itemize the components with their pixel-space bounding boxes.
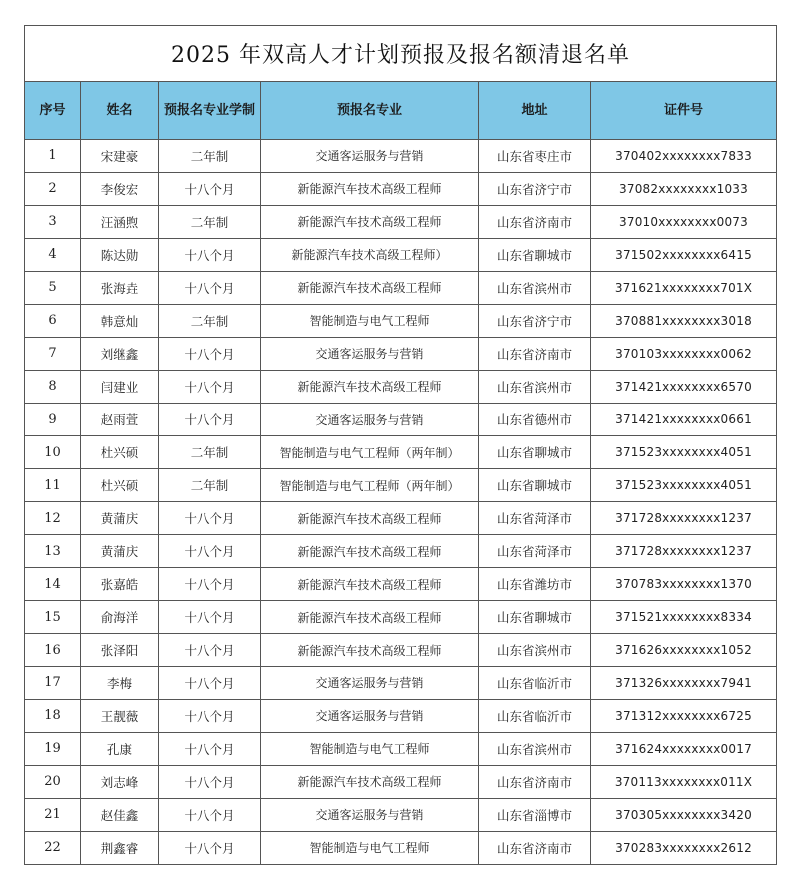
cell-major: 交通客运服务与营销 [261, 798, 479, 831]
cell-major: 新能源汽车技术高级工程师 [261, 568, 479, 601]
table-row [25, 634, 777, 667]
table-row [25, 436, 777, 469]
cell-address: 山东省聊城市 [479, 469, 591, 502]
cell-major: 智能制造与电气工程师 [261, 732, 479, 765]
cell-id: 370283xxxxxxxx2612 [591, 831, 777, 864]
cell-address: 山东省德州市 [479, 403, 591, 436]
cell-id: 370402xxxxxxxx7833 [591, 140, 777, 173]
cell-address: 山东省临沂市 [479, 699, 591, 732]
cell-address: 山东省菏泽市 [479, 502, 591, 535]
cell-address: 山东省滨州市 [479, 634, 591, 667]
cell-system: 十八个月 [159, 798, 261, 831]
cell-address: 山东省淄博市 [479, 798, 591, 831]
cell-id: 370783xxxxxxxx1370 [591, 568, 777, 601]
cell-id: 371421xxxxxxxx6570 [591, 370, 777, 403]
cell-system: 十八个月 [159, 172, 261, 205]
cell-major: 交通客运服务与营销 [261, 699, 479, 732]
cell-system: 十八个月 [159, 238, 261, 271]
header-address: 地址 [479, 82, 591, 140]
table-row [25, 765, 777, 798]
cell-no: 14 [25, 568, 81, 601]
cell-system: 十八个月 [159, 667, 261, 700]
cell-address: 山东省潍坊市 [479, 568, 591, 601]
cell-no: 10 [25, 436, 81, 469]
header-name: 姓名 [81, 82, 159, 140]
cell-name: 李梅 [81, 667, 159, 700]
table-row [25, 831, 777, 864]
cell-system: 二年制 [159, 205, 261, 238]
table-row [25, 370, 777, 403]
cell-name: 张泽阳 [81, 634, 159, 667]
cell-id: 37010xxxxxxxx0073 [591, 205, 777, 238]
cell-major: 新能源汽车技术高级工程师 [261, 172, 479, 205]
cell-address: 山东省济南市 [479, 337, 591, 370]
cell-name: 黄蒲庆 [81, 502, 159, 535]
cell-address: 山东省济南市 [479, 205, 591, 238]
cell-no: 16 [25, 634, 81, 667]
cell-id: 371502xxxxxxxx6415 [591, 238, 777, 271]
cell-no: 17 [25, 667, 81, 700]
cell-name: 俞海洋 [81, 601, 159, 634]
cell-id: 371626xxxxxxxx1052 [591, 634, 777, 667]
cell-address: 山东省济南市 [479, 765, 591, 798]
cell-no: 12 [25, 502, 81, 535]
cell-name: 陈达勋 [81, 238, 159, 271]
cell-system: 二年制 [159, 140, 261, 173]
cell-id: 371521xxxxxxxx8334 [591, 601, 777, 634]
cell-no: 20 [25, 765, 81, 798]
cell-name: 张嘉皓 [81, 568, 159, 601]
cell-major: 新能源汽车技术高级工程师 [261, 535, 479, 568]
cell-system: 二年制 [159, 304, 261, 337]
cell-name: 刘继鑫 [81, 337, 159, 370]
table-row [25, 337, 777, 370]
header-major: 预报名专业 [261, 82, 479, 140]
table-header-row [25, 82, 777, 140]
cell-major: 智能制造与电气工程师 [261, 831, 479, 864]
cell-name: 刘志峰 [81, 765, 159, 798]
cell-address: 山东省菏泽市 [479, 535, 591, 568]
cell-no: 6 [25, 304, 81, 337]
cell-address: 山东省临沂市 [479, 667, 591, 700]
cell-address: 山东省济宁市 [479, 304, 591, 337]
cell-system: 十八个月 [159, 831, 261, 864]
cell-major: 交通客运服务与营销 [261, 667, 479, 700]
cell-major: 智能制造与电气工程师（两年制） [261, 469, 479, 502]
cell-name: 荆鑫睿 [81, 831, 159, 864]
cell-system: 十八个月 [159, 732, 261, 765]
cell-no: 18 [25, 699, 81, 732]
cell-id: 370881xxxxxxxx3018 [591, 304, 777, 337]
table-row [25, 699, 777, 732]
cell-major: 新能源汽车技术高级工程师 [261, 271, 479, 304]
cell-system: 十八个月 [159, 568, 261, 601]
cell-name: 闫建业 [81, 370, 159, 403]
table-body [25, 140, 777, 865]
cell-address: 山东省滨州市 [479, 732, 591, 765]
cell-system: 十八个月 [159, 403, 261, 436]
cell-id: 37082xxxxxxxx1033 [591, 172, 777, 205]
cell-system: 十八个月 [159, 370, 261, 403]
cell-no: 7 [25, 337, 81, 370]
cell-no: 21 [25, 798, 81, 831]
cell-major: 智能制造与电气工程师（两年制） [261, 436, 479, 469]
cell-address: 山东省滨州市 [479, 271, 591, 304]
cell-major: 交通客运服务与营销 [261, 140, 479, 173]
cell-id: 371621xxxxxxxx701X [591, 271, 777, 304]
cell-id: 371728xxxxxxxx1237 [591, 502, 777, 535]
cell-id: 371728xxxxxxxx1237 [591, 535, 777, 568]
cell-address: 山东省济南市 [479, 831, 591, 864]
cell-major: 新能源汽车技术高级工程师） [261, 238, 479, 271]
cell-system: 二年制 [159, 469, 261, 502]
cell-no: 15 [25, 601, 81, 634]
table-row [25, 798, 777, 831]
cell-no: 2 [25, 172, 81, 205]
cell-name: 韩意灿 [81, 304, 159, 337]
cell-name: 赵佳鑫 [81, 798, 159, 831]
cell-name: 赵雨萱 [81, 403, 159, 436]
table-row [25, 535, 777, 568]
cell-name: 李俊宏 [81, 172, 159, 205]
cell-system: 十八个月 [159, 337, 261, 370]
cell-major: 新能源汽车技术高级工程师 [261, 634, 479, 667]
cell-major: 新能源汽车技术高级工程师 [261, 765, 479, 798]
cell-system: 十八个月 [159, 765, 261, 798]
cell-name: 杜兴硕 [81, 469, 159, 502]
cell-name: 张海垚 [81, 271, 159, 304]
cell-address: 山东省聊城市 [479, 436, 591, 469]
cell-no: 5 [25, 271, 81, 304]
cell-no: 4 [25, 238, 81, 271]
table-row [25, 732, 777, 765]
cell-system: 十八个月 [159, 271, 261, 304]
cell-address: 山东省济宁市 [479, 172, 591, 205]
table-row [25, 403, 777, 436]
header-system: 预报名专业学制 [159, 82, 261, 140]
cell-name: 孔康 [81, 732, 159, 765]
cell-major: 新能源汽车技术高级工程师 [261, 502, 479, 535]
cell-no: 22 [25, 831, 81, 864]
cell-name: 黄蒲庆 [81, 535, 159, 568]
cell-id: 371312xxxxxxxx6725 [591, 699, 777, 732]
table-row [25, 304, 777, 337]
cell-name: 宋建豪 [81, 140, 159, 173]
header-id: 证件号 [591, 82, 777, 140]
cell-no: 13 [25, 535, 81, 568]
table-row [25, 271, 777, 304]
cell-system: 十八个月 [159, 535, 261, 568]
table-row [25, 140, 777, 173]
cell-major: 新能源汽车技术高级工程师 [261, 205, 479, 238]
cell-address: 山东省枣庄市 [479, 140, 591, 173]
cell-name: 杜兴硕 [81, 436, 159, 469]
cell-major: 交通客运服务与营销 [261, 403, 479, 436]
cell-system: 二年制 [159, 436, 261, 469]
table-row [25, 568, 777, 601]
cell-address: 山东省聊城市 [479, 238, 591, 271]
cell-major: 智能制造与电气工程师 [261, 304, 479, 337]
table-row [25, 601, 777, 634]
cell-no: 8 [25, 370, 81, 403]
cell-name: 王靓薇 [81, 699, 159, 732]
cell-no: 1 [25, 140, 81, 173]
cell-system: 十八个月 [159, 601, 261, 634]
cell-system: 十八个月 [159, 699, 261, 732]
header-no: 序号 [25, 82, 81, 140]
cell-id: 370103xxxxxxxx0062 [591, 337, 777, 370]
cell-id: 371523xxxxxxxx4051 [591, 469, 777, 502]
cell-id: 371421xxxxxxxx0661 [591, 403, 777, 436]
cell-no: 3 [25, 205, 81, 238]
cell-major: 新能源汽车技术高级工程师 [261, 601, 479, 634]
cell-id: 371326xxxxxxxx7941 [591, 667, 777, 700]
cell-id: 371523xxxxxxxx4051 [591, 436, 777, 469]
cell-no: 11 [25, 469, 81, 502]
cell-no: 19 [25, 732, 81, 765]
cell-major: 新能源汽车技术高级工程师 [261, 370, 479, 403]
withdrawal-list-table [24, 25, 777, 865]
cell-id: 370305xxxxxxxx3420 [591, 798, 777, 831]
cell-address: 山东省聊城市 [479, 601, 591, 634]
cell-address: 山东省滨州市 [479, 370, 591, 403]
table-row [25, 667, 777, 700]
table-row [25, 469, 777, 502]
cell-id: 371624xxxxxxxx0017 [591, 732, 777, 765]
table-row [25, 205, 777, 238]
cell-id: 370113xxxxxxxx011X [591, 765, 777, 798]
cell-no: 9 [25, 403, 81, 436]
table-row [25, 238, 777, 271]
document-title: 2025 年双高人才计划预报及报名额清退名单 [25, 26, 777, 82]
table-row [25, 502, 777, 535]
cell-major: 交通客运服务与营销 [261, 337, 479, 370]
cell-name: 汪涵煦 [81, 205, 159, 238]
cell-system: 十八个月 [159, 634, 261, 667]
cell-system: 十八个月 [159, 502, 261, 535]
table-row [25, 172, 777, 205]
